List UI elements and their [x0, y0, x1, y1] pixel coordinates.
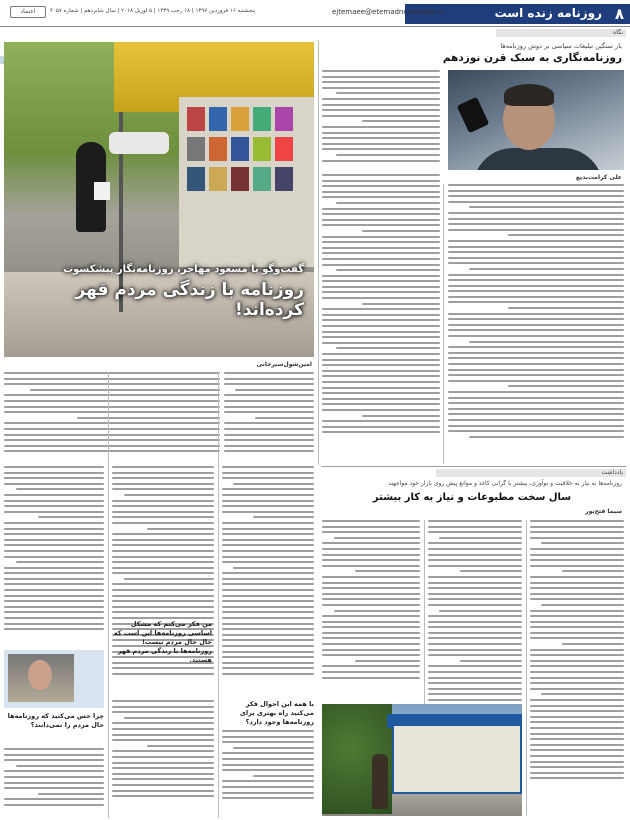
section-title: روزنامه زنده است	[494, 6, 602, 20]
story-bottom-kicker: روزنامه‌ها به نیاز به خلاقیت و نوآوری، بیشتر با گرانی کاغذ و موانع پیش روی بازار خود مواجهند	[388, 480, 622, 487]
interview-column-2	[4, 372, 220, 462]
pull-quote-3: با همه این احوال فکر می‌کنید راه بهتری برای روزنامه‌ها وجود دارد؟	[239, 700, 314, 726]
interview-column-1	[224, 372, 314, 462]
story-bottom-byline: سیما فتح‌پور	[585, 508, 622, 515]
header-rule	[0, 26, 630, 27]
kiosk-street-photo	[4, 42, 314, 357]
interviewee-photo-box	[4, 650, 104, 708]
page-header	[0, 0, 630, 26]
author-portrait-photo	[448, 70, 624, 170]
kiosk-booth	[392, 724, 522, 794]
interview-overlay-kicker: گفت‌وگو با مسعود مهاجر، روزنامه‌نگار پیشکسوت	[63, 264, 304, 275]
story-bottom-column-1	[530, 520, 624, 816]
story-top-kicker: بار سنگین تبلیغات سیاسی بر دوش روزنامه‌ها	[500, 42, 622, 50]
story-bottom-headline: سال سخت مطبوعات و نیاز به کار بیشتر	[372, 492, 572, 503]
interview-column-8	[222, 730, 314, 818]
page-number: ۸	[614, 5, 624, 23]
story-top-byline: علی کرامت‌بدیع	[575, 174, 622, 181]
section-email[interactable]: ejtemaee@etemadnewspaper.ir	[332, 8, 444, 16]
interview-column-3	[4, 466, 104, 646]
interview-overlay-headline: روزنامه با زندگی مردم قهر کرده‌اند!	[75, 280, 304, 320]
interviewee-photo	[8, 654, 74, 702]
man-figure	[372, 754, 388, 809]
section-tag-note: یادداشت	[436, 469, 626, 477]
story-top-column-3	[322, 70, 440, 170]
newsstand	[179, 97, 314, 267]
interview-column-5	[222, 466, 314, 696]
interview-column-6	[4, 748, 104, 818]
bottom-kiosk-photo	[322, 704, 522, 816]
dateline: پنجشنبه ۱۶ فروردین ۱۳۹۷ | ۱۸ رجب ۱۴۳۹ | ۵ آوریل ۲۰۱۸ | سال شانزدهم | شماره ۴۰۵۷	[50, 8, 256, 14]
story-top-column-1	[448, 184, 624, 464]
section-tag-opinion: نگاه	[496, 29, 626, 37]
story-bottom-column-3	[322, 520, 420, 700]
pull-quote-2: چرا حس می‌کنید که روزنامه‌ها حال مردم را نمی‌دانند؟	[7, 712, 104, 729]
interview-column-7	[112, 700, 214, 818]
pull-quote-1: من فکر می‌کنم که مشکل اساسی روزنامه‌ها این است که حال‌ حال مردم نیست! روزنامه‌ها با زندگی مردم قهر هستند.	[113, 620, 212, 664]
phone-icon	[457, 97, 490, 133]
story-top-column-2	[322, 174, 440, 464]
newspaper-logo: اعتماد	[10, 6, 46, 18]
interview-byline: امین‌شول‌سیرجانی	[256, 361, 312, 368]
story-top-headline: روزنامه‌نگاری به سبک قرن نوزدهم	[442, 52, 622, 64]
